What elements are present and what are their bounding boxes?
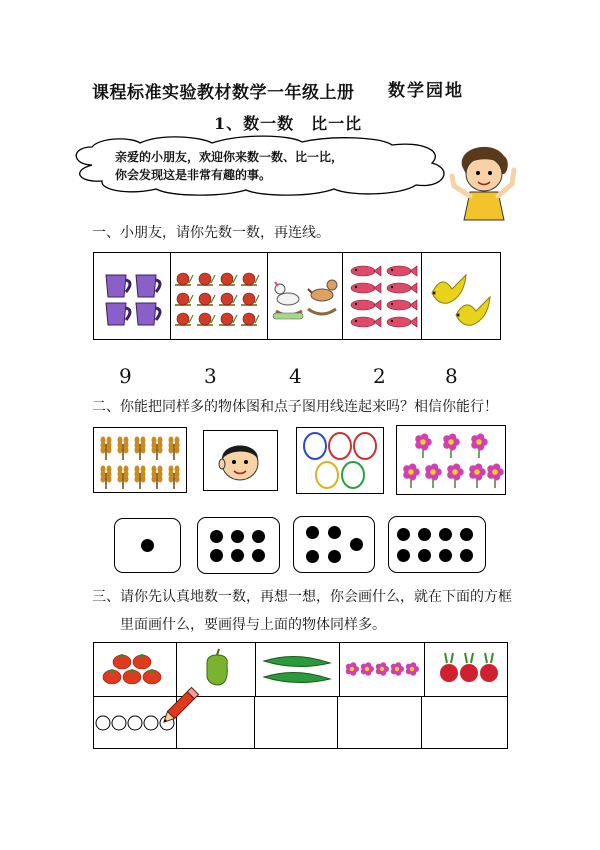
dot bbox=[439, 528, 452, 541]
dot bbox=[397, 528, 410, 541]
pencil-icon bbox=[160, 680, 206, 726]
section1-picture-row bbox=[93, 252, 501, 340]
rings-icon bbox=[297, 428, 383, 493]
dot bbox=[141, 539, 154, 552]
section3-instruction-line-1: 三、请你先认真地数一数，再想一想，你会画什么，就在下面的方框 bbox=[92, 589, 512, 605]
worksheet-title: 课程标准实验教材数学一年级上册 bbox=[92, 83, 355, 103]
intro-line-1: 亲爱的小朋友，欢迎你来数一数、比一比， bbox=[115, 150, 344, 164]
section1-instruction: 一、小朋友，请你先数一数，再连线。 bbox=[92, 225, 330, 241]
flowers-picture bbox=[396, 425, 506, 495]
dot bbox=[252, 549, 265, 562]
dots-card-6 bbox=[197, 517, 280, 574]
intro-text bbox=[115, 148, 343, 184]
dot bbox=[418, 528, 431, 541]
dot bbox=[306, 550, 319, 563]
fish-cell bbox=[343, 253, 422, 339]
birds-cell bbox=[422, 253, 500, 339]
fish-icon bbox=[343, 253, 421, 339]
cartoon-boy-icon bbox=[448, 140, 520, 222]
dot bbox=[439, 549, 452, 562]
flowers-cell bbox=[340, 643, 425, 696]
dots-card-5 bbox=[293, 516, 375, 573]
drawing-cell-cucumbers[interactable] bbox=[255, 697, 338, 750]
number-option: 2 bbox=[373, 364, 386, 388]
dot bbox=[418, 549, 431, 562]
cups-icon bbox=[94, 253, 170, 339]
math-garden-label: 数学园地 bbox=[388, 81, 464, 101]
dot bbox=[231, 549, 244, 562]
dot bbox=[306, 526, 319, 539]
number-option: 8 bbox=[445, 364, 458, 388]
radishes-cell bbox=[425, 643, 511, 696]
dot bbox=[460, 528, 473, 541]
radishes-icon bbox=[425, 643, 511, 695]
dots-card-1 bbox=[114, 518, 181, 573]
number-option: 3 bbox=[204, 364, 217, 388]
drawing-cell-radishes[interactable] bbox=[422, 697, 507, 750]
dot bbox=[328, 526, 341, 539]
dot bbox=[210, 549, 223, 562]
dots-card-8 bbox=[388, 516, 486, 573]
snails-icon bbox=[171, 253, 267, 339]
section3-picture-row bbox=[94, 643, 507, 696]
cups-cell bbox=[94, 253, 171, 339]
dot bbox=[231, 530, 244, 543]
dot bbox=[397, 549, 410, 562]
wheat-icon bbox=[94, 428, 186, 492]
cucumbers-cell bbox=[256, 643, 340, 696]
cucumbers-icon bbox=[256, 643, 339, 695]
dot bbox=[460, 549, 473, 562]
number-option: 9 bbox=[119, 364, 132, 388]
section2-instruction: 二、你能把同样多的物体图和点子图用线连起来吗？相信你能行！ bbox=[92, 399, 498, 415]
lesson-subtitle: 1、数一数 比一比 bbox=[214, 114, 363, 133]
section3-instruction-line-2: 里面画什么，要画得与上面的物体同样多。 bbox=[120, 617, 386, 633]
boy-face-icon bbox=[204, 431, 277, 490]
flowers-icon bbox=[340, 643, 424, 695]
rocking-horses-icon bbox=[268, 253, 342, 339]
section3-table bbox=[93, 642, 508, 749]
rocking-horses-cell bbox=[268, 253, 343, 339]
rings-picture bbox=[296, 427, 384, 494]
wheat-picture bbox=[93, 427, 187, 493]
dot bbox=[252, 530, 265, 543]
dot bbox=[210, 530, 223, 543]
birds-icon bbox=[422, 253, 500, 339]
dot bbox=[350, 538, 363, 551]
dot bbox=[328, 550, 341, 563]
number-option: 4 bbox=[289, 364, 302, 388]
snails-cell bbox=[171, 253, 268, 339]
flowers-icon bbox=[397, 426, 505, 494]
drawing-cell-flowers[interactable] bbox=[338, 697, 422, 750]
intro-line-2: 你会发现这是非常有趣的事。 bbox=[115, 168, 272, 182]
boy-face-picture bbox=[203, 430, 278, 491]
section3-drawing-row bbox=[94, 696, 507, 750]
